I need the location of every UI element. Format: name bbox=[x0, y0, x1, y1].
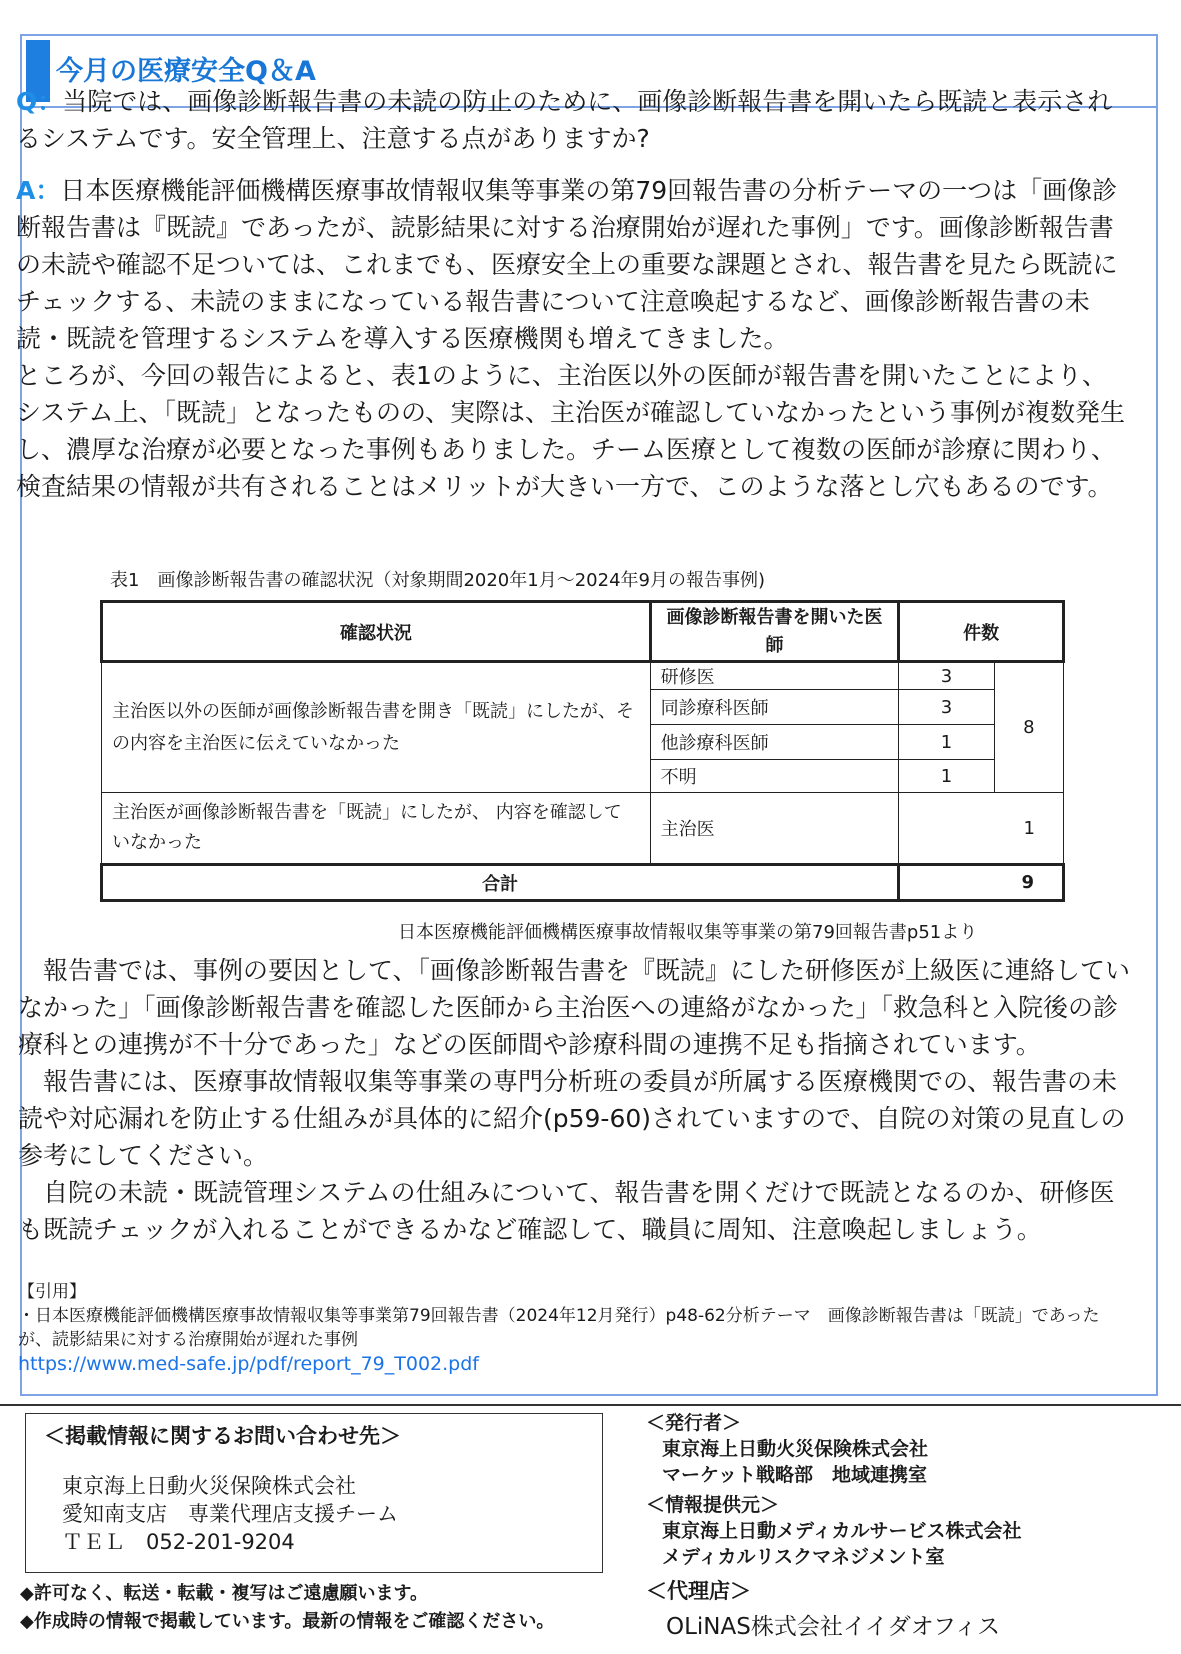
provider-line1: 東京海上日動メディカルサービス株式会社 bbox=[662, 1520, 1022, 1542]
body-paragraph: 報告書には、医療事故情報収集等事業の専門分析班の委員が所属する医療機関での、報告書の未読や対応漏れを防止する仕組みが具体的に紹介(p59-60)されていますので、自院の対策の見直しの参考にしてください。 bbox=[18, 1067, 1126, 1170]
publisher-line2: マーケット戦略部 地域連携室 bbox=[662, 1464, 928, 1486]
table-caption: 表1 画像診断報告書の確認状況（対象期間2020年1月～2024年9月の報告事例) bbox=[110, 570, 765, 591]
footer-divider bbox=[0, 1404, 1181, 1406]
group2-doctor: 主治医 bbox=[650, 793, 899, 865]
references-heading: 【引用】 bbox=[18, 1282, 86, 1302]
status-table bbox=[100, 600, 1065, 902]
answer-block bbox=[16, 172, 1128, 505]
agent-name: OLiNAS株式会社イイダオフィス bbox=[666, 1614, 1001, 1640]
footer-notes bbox=[20, 1580, 554, 1636]
contact-tel: ＴＥＬ 052-201-9204 bbox=[62, 1530, 295, 1554]
group2-status: 主治医が画像診断報告書を「既読」にしたが、 内容を確認していなかった bbox=[102, 793, 651, 865]
publisher-heading: ＜発行者＞ bbox=[646, 1412, 742, 1434]
body-paragraph: 報告書では、事例の要因として、「画像診断報告書を『既読』にした研修医が上級医に連絡していなかった」「画像診断報告書を確認した医師から主治医への連絡がなかった」「救急科と入院後の診療科との連携が不十分であった」などの医師間や診療科間の連携不足も指摘されています。 bbox=[18, 956, 1131, 1059]
row-count: 3 bbox=[899, 662, 994, 690]
table-source: 日本医療機能評価機構医療事故情報収集等事業の第79回報告書p51より bbox=[398, 922, 978, 943]
question-block bbox=[16, 83, 1128, 157]
agent-heading: ＜代理店＞ bbox=[646, 1579, 751, 1603]
table-row bbox=[102, 662, 1064, 690]
group1-subtotal: 8 bbox=[994, 662, 1063, 793]
answer-label: A： bbox=[16, 176, 61, 205]
provider-heading: ＜情報提供元＞ bbox=[646, 1494, 780, 1516]
references bbox=[18, 1280, 1128, 1377]
note-item: ◆作成時の情報で掲載しています。最新の情報をご確認ください。 bbox=[20, 1611, 555, 1632]
table-row bbox=[102, 793, 1064, 865]
group1-status: 主治医以外の医師が画像診断報告書を開き「既読」にしたが、その内容を主治医に伝えていなかった bbox=[102, 662, 651, 793]
body-text bbox=[18, 952, 1136, 1248]
header-doctor: 画像診断報告書を開いた医師 bbox=[650, 602, 899, 662]
row-doctor: 研修医 bbox=[650, 662, 899, 690]
provider-line2: メディカルリスクマネジメント室 bbox=[662, 1546, 945, 1568]
answer-para1: 日本医療機能評価機構医療事故情報収集等事業の第79回報告書の分析テーマの一つは「画像診断報告書は『既読』であったが、読影結果に対する治療開始が遅れた事例」です。画像診断報告書の未読や確認不足ついては、これまでも、医療安全上の重要な課題とされ、報告書を見たら既読にチェックする、未読のままになっている報告書について注意喚起するなど、画像診断報告書の未読・既読を管理するシステムを導入する医療機関も増えてきました。 bbox=[16, 176, 1118, 353]
body-paragraph: 自院の未読・既読管理システムの仕組みについて、報告書を開くだけで既読となるのか、研修医も既読チェックが入れることができるかなど確認して、職員に周知、注意喚起しましょう。 bbox=[18, 1178, 1115, 1244]
total-count: 9 bbox=[899, 865, 1064, 901]
provider-block bbox=[646, 1492, 1021, 1570]
contact-box bbox=[25, 1413, 603, 1573]
header-count: 件数 bbox=[899, 602, 1064, 662]
reference-link[interactable]: https://www.med-safe.jp/pdf/report_79_T002.pdf bbox=[18, 1353, 479, 1375]
total-label: 合計 bbox=[102, 865, 899, 901]
answer-para2: ところが、今回の報告によると、表1のように、主治医以外の医師が報告書を開いたことにより、システム上、「既読」となったものの、実際は、主治医が確認していなかったという事例が複数発生し、濃厚な治療が必要となった事例もありました。チーム医療として複数の医師が診療に関わり、検査結果の情報が共有されることはメリットが大きい一方で、このような落とし穴もあるのです。 bbox=[16, 361, 1126, 501]
table-header-row bbox=[102, 602, 1064, 662]
contact-branch: 愛知南支店 専業代理店支援チーム bbox=[62, 1502, 398, 1526]
note-item: ◆許可なく、転送・転載・複写はご遠慮願います。 bbox=[20, 1583, 429, 1604]
group2-count: 1 bbox=[899, 793, 1064, 865]
publisher-line1: 東京海上日動火災保険株式会社 bbox=[662, 1438, 929, 1460]
row-doctor: 不明 bbox=[650, 760, 899, 793]
row-count: 3 bbox=[899, 690, 994, 725]
row-doctor: 他診療科医師 bbox=[650, 725, 899, 760]
row-count: 1 bbox=[899, 760, 994, 793]
page-title: 今月の医療安全Q＆A bbox=[56, 56, 316, 87]
table-total-row bbox=[102, 865, 1064, 901]
row-doctor: 同診療科医師 bbox=[650, 690, 899, 725]
question-text: 当院では、画像診断報告書の未読の防止のために、画像診断報告書を開いたら既読と表示されるシステムです。安全管理上、注意する点がありますか? bbox=[16, 87, 1113, 153]
row-count: 1 bbox=[899, 725, 994, 760]
header-status: 確認状況 bbox=[102, 602, 651, 662]
contact-company: 東京海上日動火災保険株式会社 bbox=[62, 1474, 356, 1498]
contact-lines bbox=[62, 1472, 398, 1556]
contact-title: ＜掲載情報に関するお問い合わせ先＞ bbox=[44, 1424, 401, 1448]
publisher-block bbox=[646, 1410, 928, 1488]
question-label: Q： bbox=[16, 87, 63, 116]
reference-item: ・日本医療機能評価機構医療事故情報収集等事業第79回報告書（2024年12月発行）p48-62分析テーマ 画像診断報告書は「既読」であったが、読影結果に対する治療開始が遅れた事例 bbox=[18, 1306, 1100, 1350]
